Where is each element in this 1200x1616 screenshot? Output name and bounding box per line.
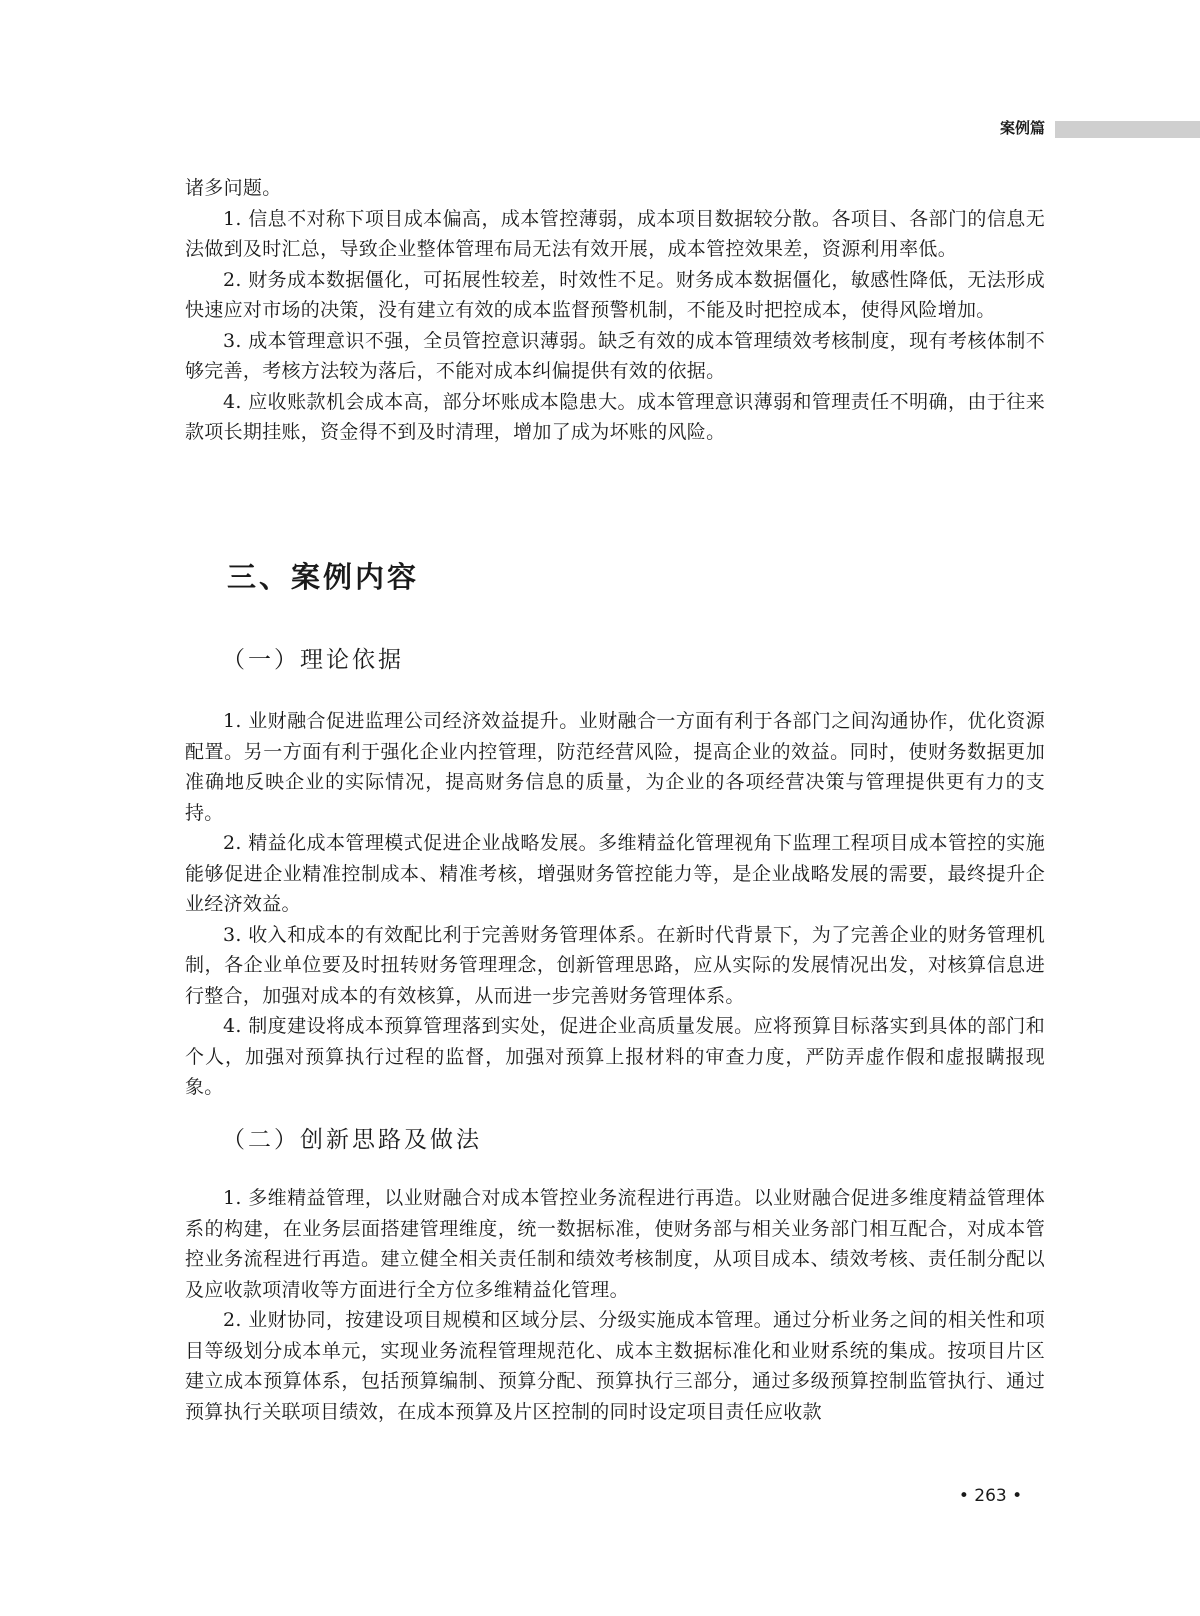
- theory-block: [185, 706, 1045, 1103]
- list-item: 4. 制度建设将成本预算管理落到实处，促进企业高质量发展。应将预算目标落实到具体的部门和个人，加强对预算执行过程的监督，加强对预算上报材料的审查力度，严防弄虚作假和虚报瞒报现象。: [185, 1015, 1045, 1098]
- subsection-heading-theory: （一）理论依据: [222, 647, 404, 673]
- running-header: 案例篇: [999, 119, 1045, 137]
- page-number: • 263 •: [958, 1486, 1023, 1506]
- list-item: 2. 业财协同，按建设项目规模和区域分层、分级实施成本管理。通过分析业务之间的相关性和项目等级划分成本单元，实现业务流程管理规范化、成本主数据标准化和业财系统的集成。按项目片区建立成本预算体系，包括预算编制、预算分配、预算执行三部分，通过多级预算控制监管执行、通过预算执行关联项目绩效，在成本预算及片区控制的同时设定项目责任应收款: [185, 1309, 1045, 1423]
- subsection-heading-innovation: （二）创新思路及做法: [222, 1127, 482, 1153]
- list-item: 4. 应收账款机会成本高，部分坏账成本隐患大。成本管理意识薄弱和管理责任不明确，由于往来款项长期挂账，资金得不到及时清理，增加了成为坏账的风险。: [185, 390, 1045, 443]
- list-item: 3. 成本管理意识不强，全员管控意识薄弱。缺乏有效的成本管理绩效考核制度，现有考核体制不够完善，考核方法较为落后，不能对成本纠偏提供有效的依据。: [185, 329, 1045, 382]
- continuation-text: 诸多问题。: [185, 177, 282, 199]
- header-bar: [1055, 121, 1200, 138]
- list-item: 1. 信息不对称下项目成本偏高，成本管控薄弱，成本项目数据较分散。各项目、各部门的信息无法做到及时汇总，导致企业整体管理布局无法有效开展，成本管控效果差，资源利用率低。: [185, 207, 1045, 260]
- problems-block: [185, 173, 1045, 448]
- list-item: 2. 精益化成本管理模式促进企业战略发展。多维精益化管理视角下监理工程项目成本管控的实施能够促进企业精准控制成本、精准考核，增强财务管控能力等，是企业战略发展的需要，最终提升企业经济效益。: [185, 832, 1045, 915]
- list-item: 2. 财务成本数据僵化，可拓展性较差，时效性不足。财务成本数据僵化，敏感性降低，无法形成快速应对市场的决策，没有建立有效的成本监督预警机制，不能及时把控成本，使得风险增加。: [185, 268, 1045, 321]
- list-item: 1. 多维精益管理，以业财融合对成本管控业务流程进行再造。以业财融合促进多维度精益管理体系的构建，在业务层面搭建管理维度，统一数据标准，使财务部与相关业务部门相互配合，对成本管控业务流程进行再造。建立健全相关责任制和绩效考核制度，从项目成本、绩效考核、责任制分配以及应收款项清收等方面进行全方位多维精益化管理。: [185, 1187, 1045, 1301]
- innovation-block: [185, 1183, 1045, 1427]
- list-item: 1. 业财融合促进监理公司经济效益提升。业财融合一方面有利于各部门之间沟通协作，优化资源配置。另一方面有利于强化企业内控管理，防范经营风险，提高企业的效益。同时，使财务数据更加准确地反映企业的实际情况，提高财务信息的质量，为企业的各项经营决策与管理提供更有力的支持。: [185, 710, 1045, 824]
- section-heading: 三、案例内容: [227, 560, 420, 594]
- list-item: 3. 收入和成本的有效配比利于完善财务管理体系。在新时代背景下，为了完善企业的财务管理机制，各企业单位要及时扭转财务管理理念，创新管理思路，应从实际的发展情况出发，对核算信息进行整合，加强对成本的有效核算，从而进一步完善财务管理体系。: [185, 923, 1045, 1007]
